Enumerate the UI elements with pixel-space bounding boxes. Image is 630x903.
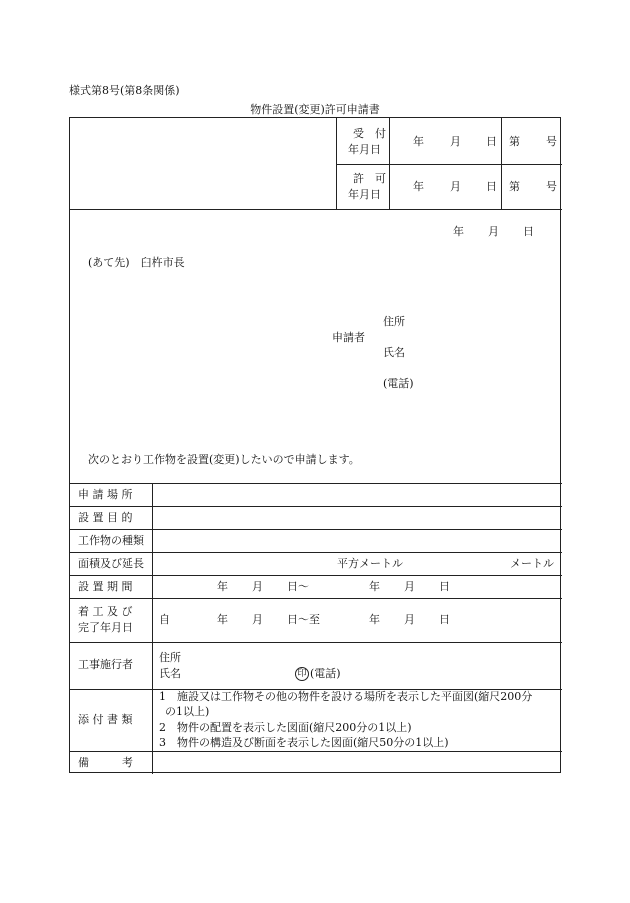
seal-icon: 印 bbox=[295, 667, 309, 681]
received-label-2: 年月日 bbox=[348, 143, 381, 156]
attachment-3: 3 物件の構造及び断面を表示した図面(縮尺50分の1以上) bbox=[159, 736, 449, 749]
application-date-month: 月 bbox=[488, 225, 499, 238]
row-line-3 bbox=[70, 529, 562, 530]
row-line-4 bbox=[70, 552, 562, 553]
attachment-1-line-2: の1以上) bbox=[165, 705, 210, 718]
application-date-day: 日 bbox=[523, 225, 534, 238]
row-label-location: 申 請 場 所 bbox=[78, 488, 133, 501]
row-label-area-length: 面積及び延長 bbox=[78, 557, 144, 570]
attachment-2: 2 物件の配置を表示した図面(縮尺200分の1以上) bbox=[159, 721, 412, 734]
period-year-2: 年 bbox=[369, 580, 380, 593]
label-column-line bbox=[152, 483, 153, 774]
row-label-start-end-1: 着 工 及 び bbox=[78, 605, 133, 618]
phone-label: (電話) bbox=[383, 377, 414, 390]
from-label: 自 bbox=[159, 613, 170, 626]
start-end-year-2: 年 bbox=[369, 613, 380, 626]
top-box-bottom-line bbox=[70, 209, 562, 210]
row-label-start-end-2: 完了年月日 bbox=[78, 621, 133, 634]
application-form-table bbox=[69, 117, 561, 773]
period-day-from: 日～ bbox=[287, 580, 309, 593]
start-end-year: 年 bbox=[217, 613, 228, 626]
period-month: 月 bbox=[252, 580, 263, 593]
square-meters-unit: 平方メートル bbox=[337, 557, 403, 570]
received-year: 年 bbox=[413, 135, 424, 148]
row-line-2 bbox=[70, 506, 562, 507]
top-box-label-line bbox=[389, 118, 390, 209]
row-line-1 bbox=[70, 483, 562, 484]
permit-year: 年 bbox=[413, 180, 424, 193]
received-gou: 号 bbox=[546, 135, 557, 148]
received-day: 日 bbox=[486, 135, 497, 148]
period-year: 年 bbox=[217, 580, 228, 593]
contractor-name-label: 氏名 bbox=[159, 667, 181, 680]
form-number: 様式第8号(第8条関係) bbox=[69, 84, 180, 97]
application-statement: 次のとおり工作物を設置(変更)したいので申請します。 bbox=[88, 453, 360, 466]
top-box-number-line bbox=[501, 118, 502, 209]
period-day-2: 日 bbox=[439, 580, 450, 593]
received-label-1: 受 付 bbox=[353, 127, 386, 140]
attachment-1-line-1: 1 施設又は工作物その他の物件を設ける場所を表示した平面図(縮尺200分 bbox=[159, 690, 533, 703]
start-end-month-2: 月 bbox=[404, 613, 415, 626]
row-line-5 bbox=[70, 575, 562, 576]
top-box-divider bbox=[336, 164, 562, 165]
period-month-2: 月 bbox=[404, 580, 415, 593]
row-label-purpose: 設 置 目 的 bbox=[78, 511, 133, 524]
addressee: (あて先) 臼杵市長 bbox=[88, 256, 185, 269]
contractor-phone-label: (電話) bbox=[310, 667, 341, 680]
received-month: 月 bbox=[450, 135, 461, 148]
row-label-attachments: 添 付 書 類 bbox=[78, 713, 133, 726]
permit-label-2: 年月日 bbox=[348, 188, 381, 201]
permit-day: 日 bbox=[486, 180, 497, 193]
name-label: 氏名 bbox=[383, 346, 405, 359]
application-date-year: 年 bbox=[453, 225, 464, 238]
row-line-9 bbox=[70, 751, 562, 752]
row-line-6 bbox=[70, 598, 562, 599]
start-end-day-2: 日 bbox=[439, 613, 450, 626]
address-label: 住所 bbox=[383, 315, 405, 328]
row-label-contractor: 工事施行者 bbox=[78, 658, 133, 671]
permit-gou: 号 bbox=[546, 180, 557, 193]
start-end-day-to: 日～至 bbox=[287, 613, 320, 626]
contractor-address-label: 住所 bbox=[159, 651, 181, 664]
top-box-left-line bbox=[336, 118, 337, 209]
document-title: 物件設置(変更)許可申請書 bbox=[250, 103, 380, 116]
row-line-7 bbox=[70, 642, 562, 643]
row-label-period: 設 置 期 間 bbox=[78, 580, 133, 593]
applicant-label: 申請者 bbox=[332, 331, 365, 344]
permit-month: 月 bbox=[450, 180, 461, 193]
permit-dai: 第 bbox=[509, 180, 520, 193]
start-end-month: 月 bbox=[252, 613, 263, 626]
permit-label-1: 許 可 bbox=[353, 172, 386, 185]
row-label-kind: 工作物の種類 bbox=[78, 534, 144, 547]
meters-unit: メートル bbox=[510, 557, 554, 570]
received-dai: 第 bbox=[509, 135, 520, 148]
row-label-remarks: 備 考 bbox=[78, 756, 133, 769]
